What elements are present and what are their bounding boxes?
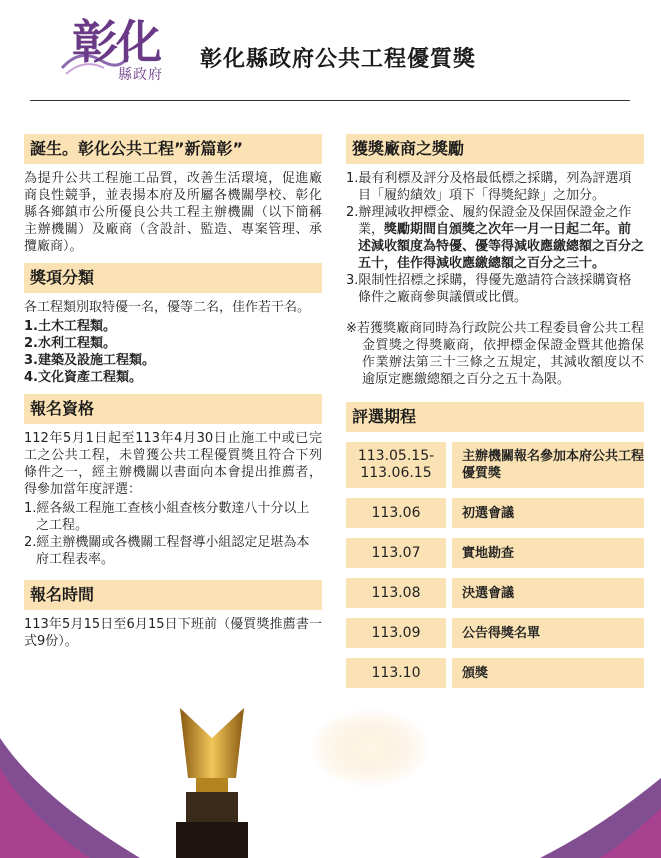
schedule-row — [346, 578, 644, 608]
schedule-date: 113.07 — [346, 538, 446, 568]
page-header — [0, 0, 661, 100]
rewards-note: ※若獲獎廠商同時為行政院公共工程委員會公共工程金質獎之得獎廠商，依押標金保證金暨其他擔保作業辦法第三十三條之五規定，其減收額度以不逾原定應繳總額之百分之五十為限。 — [346, 321, 644, 387]
schedule-row — [346, 658, 644, 688]
schedule-desc: 主辦機關報名參加本府公共工程優質獎 — [452, 442, 644, 488]
rewards-list — [346, 170, 644, 306]
left-column — [24, 134, 322, 650]
list-item: 2.水利工程類。 — [24, 336, 116, 351]
schedule-date: 113.06 — [346, 498, 446, 528]
section-heading-rewards: 獲獎廠商之獎勵 — [346, 134, 644, 164]
list-item: 2.經主辦機關或各機關工程督導小組認定足堪為本府工程表率。 — [24, 535, 310, 567]
section-heading-timing: 報名時間 — [24, 580, 322, 610]
schedule-table — [346, 442, 644, 688]
list-item: 4.文化資產工程類。 — [24, 370, 142, 385]
section-heading-birth: 誕生。彰化公共工程”新篇彰” — [24, 134, 322, 164]
schedule-row — [346, 618, 644, 648]
schedule-date: 113.05.15- 113.06.15 — [346, 442, 446, 488]
category-list — [24, 318, 322, 386]
header-divider — [30, 100, 630, 101]
list-item: 3.建築及設施工程類。 — [24, 353, 155, 368]
page-title: 彰化縣政府公共工程優質獎 — [200, 47, 477, 72]
schedule-desc: 頒獎 — [452, 658, 644, 688]
decorative-background — [0, 678, 661, 858]
category-intro: 各工程類別取特優一名，優等二名，佳作若干名。 — [24, 300, 311, 315]
list-item: 1.最有利標及評分及格最低標之採購，列為評選項目「履約績效」項下「得獎紀錄」之加分。 — [346, 171, 632, 203]
trophy-icon — [176, 708, 248, 858]
list-item: 2.辦理減收押標金、履約保證金及保固保證金之作業，獎勵期間自頒獎之次年一月一日起二年。前述減收額度為特優、優等得減收應繳總額之百分之五十，佳作得減收應繳總額之百分之三十。 — [346, 205, 645, 271]
schedule-row — [346, 538, 644, 568]
list-item: 1.土木工程類。 — [24, 319, 116, 334]
eligibility-text: 112年5月1日起至113年4月30日止施工中或已完工之公共工程，未曾獲公共工程優質獎且符合下列條件之一，經主辦機關以書面向本會提出推薦者，得參加當年度評選： — [24, 431, 322, 497]
schedule-desc: 初選會議 — [452, 498, 644, 528]
logo-text: 彰化 — [72, 15, 160, 69]
schedule-date: 113.08 — [346, 578, 446, 608]
schedule-row — [346, 442, 644, 488]
schedule-date: 113.10 — [346, 658, 446, 688]
section-heading-eligibility: 報名資格 — [24, 394, 322, 424]
changhua-county-logo — [60, 6, 185, 86]
schedule-date: 113.09 — [346, 618, 446, 648]
purple-swoosh-graphic — [0, 678, 661, 858]
schedule-row — [346, 498, 644, 528]
section-heading-category: 獎項分類 — [24, 263, 322, 293]
schedule-desc: 公告得獎名單 — [452, 618, 644, 648]
schedule-desc: 實地勘查 — [452, 538, 644, 568]
eligibility-list — [24, 500, 322, 568]
birth-text: 為提升公共工程施工品質，改善生活環境，促進廠商良性競爭，並表揚本府及所屬各機關學校、彰化縣各鄉鎮市公所優良公共工程主辦機關（以下簡稱主辦機關）及廠商（含設計、監造、專案管理、承攬廠商）。 — [24, 171, 322, 254]
section-heading-schedule: 評選期程 — [346, 402, 644, 432]
right-column — [346, 134, 644, 698]
timing-text: 113年5月15日至6月15日下班前（優質獎推薦書一式9份）。 — [24, 617, 322, 649]
list-item: 3.限制性招標之採購，得優先邀請符合該採購資格條件之廠商參與議價或比價。 — [346, 273, 632, 305]
list-item: 1.經各級工程施工查核小組查核分數達八十分以上之工程。 — [24, 501, 310, 533]
logo-subtext: 縣政府 — [118, 67, 163, 83]
schedule-desc: 決選會議 — [452, 578, 644, 608]
